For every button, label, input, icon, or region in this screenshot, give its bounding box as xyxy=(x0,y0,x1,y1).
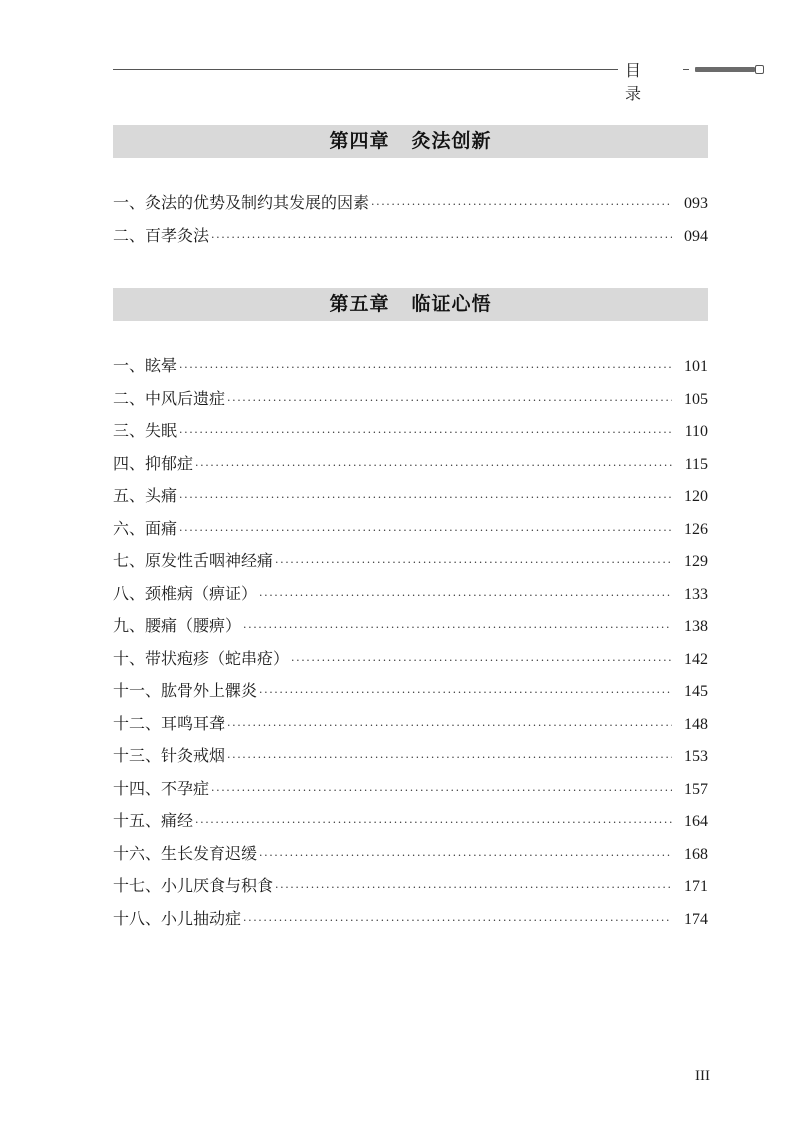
running-header xyxy=(113,56,770,103)
header-dash xyxy=(683,69,689,70)
leader-dots xyxy=(179,491,672,504)
toc-entry[interactable] xyxy=(113,548,708,581)
toc-entry-page: 093 xyxy=(684,195,708,212)
toc-entry-page: 168 xyxy=(684,845,708,863)
page-number: III xyxy=(695,1068,710,1084)
leader-dots xyxy=(259,589,672,602)
toc-entry-label: 十、带状疱疹（蛇串疮） xyxy=(113,648,290,668)
toc-entry[interactable] xyxy=(113,841,708,874)
leader-dots xyxy=(179,524,672,537)
toc-entry-label: 三、失眠 xyxy=(113,421,178,440)
leader-dots xyxy=(227,719,672,732)
toc-entry-label: 十五、痛经 xyxy=(113,811,194,830)
chapter-title: 临证心悟 xyxy=(411,293,492,315)
toc-entry[interactable] xyxy=(113,483,708,516)
chapter-heading-5 xyxy=(113,288,708,321)
leader-dots xyxy=(259,686,672,699)
toc-entry-label: 八、颈椎病（痹证） xyxy=(113,583,258,603)
leader-dots xyxy=(243,621,672,634)
toc-entry[interactable] xyxy=(113,711,708,744)
toc-entry-label: 五、头痛 xyxy=(113,486,178,505)
toc-entry-label: 十一、肱骨外上髁炎 xyxy=(113,681,258,700)
toc-entry-page: 115 xyxy=(684,455,708,473)
toc-entry-label: 一、灸法的优势及制约其发展的因素 xyxy=(113,193,370,212)
toc-entry-label: 九、腰痛（腰痹） xyxy=(113,616,242,635)
toc-entry-page: 138 xyxy=(684,618,708,635)
chapter-number: 第四章 xyxy=(329,130,390,152)
header-rule xyxy=(113,69,618,70)
leader-dots xyxy=(243,914,672,927)
toc-entry-page: 145 xyxy=(684,683,708,700)
toc-entry[interactable] xyxy=(113,223,708,256)
toc-entry-page: 105 xyxy=(684,390,708,408)
toc-entry-page: 133 xyxy=(684,585,708,603)
header-ornament-knob xyxy=(755,65,764,74)
toc-entry[interactable] xyxy=(113,808,708,841)
leader-dots xyxy=(195,459,672,472)
leader-dots xyxy=(291,654,672,667)
toc-entry-page: 101 xyxy=(684,358,708,375)
leader-dots xyxy=(275,881,672,894)
chapter-heading-4 xyxy=(113,125,708,158)
leader-dots xyxy=(179,426,672,439)
toc-entry[interactable] xyxy=(113,776,708,809)
toc-entry[interactable] xyxy=(113,190,708,223)
toc-entry-page: 171 xyxy=(684,878,708,895)
toc-entry-label: 十二、耳鸣耳聋 xyxy=(113,713,226,733)
toc-entry-label: 十三、针灸戒烟 xyxy=(113,746,226,765)
toc-entry-label: 十六、生长发育迟缓 xyxy=(113,843,258,863)
leader-dots xyxy=(227,394,672,407)
toc-entry-label: 七、原发性舌咽神经痛 xyxy=(113,551,274,570)
toc-entry[interactable] xyxy=(113,646,708,679)
toc-entry-page: 148 xyxy=(684,715,708,733)
toc-entry-label: 十七、小儿厌食与积食 xyxy=(113,876,274,895)
toc-entry[interactable] xyxy=(113,613,708,646)
toc-entry[interactable] xyxy=(113,581,708,614)
toc-entry-label: 四、抑郁症 xyxy=(113,453,194,473)
toc-entry-page: 142 xyxy=(684,650,708,668)
toc-entry[interactable] xyxy=(113,678,708,711)
toc-entry-label: 六、面痛 xyxy=(113,518,178,538)
chapter-title: 灸法创新 xyxy=(411,130,492,152)
leader-dots xyxy=(211,784,672,797)
toc-entry-page: 110 xyxy=(684,423,708,440)
leader-dots xyxy=(275,556,672,569)
leader-dots xyxy=(371,198,672,211)
chapter-number: 第五章 xyxy=(329,293,390,315)
leader-dots xyxy=(227,751,672,764)
toc-entry[interactable] xyxy=(113,743,708,776)
toc-entry-label: 二、中风后遗症 xyxy=(113,388,226,408)
toc-entry[interactable] xyxy=(113,418,708,451)
toc-entry-page: 164 xyxy=(684,813,708,830)
header-ornament-bar xyxy=(695,67,755,72)
leader-dots xyxy=(179,361,672,374)
header-title: 目 录 xyxy=(625,61,654,103)
leader-dots xyxy=(259,849,672,862)
toc-entry[interactable] xyxy=(113,451,708,484)
toc-entry-label: 十八、小儿抽动症 xyxy=(113,908,242,928)
toc-entry[interactable] xyxy=(113,516,708,549)
leader-dots xyxy=(211,231,672,244)
toc-entry-page: 129 xyxy=(684,553,708,570)
toc-entry[interactable] xyxy=(113,386,708,419)
toc-entry-label: 十四、不孕症 xyxy=(113,778,210,798)
toc-entry-label: 二、百孝灸法 xyxy=(113,225,210,245)
toc-list-chapter-4 xyxy=(113,190,708,255)
toc-entry-page: 126 xyxy=(684,520,708,538)
leader-dots xyxy=(195,816,672,829)
toc-entry[interactable] xyxy=(113,353,708,386)
toc-entry[interactable] xyxy=(113,906,708,939)
toc-entry-page: 094 xyxy=(684,227,708,245)
toc-entry-page: 174 xyxy=(684,910,708,928)
toc-entry-page: 157 xyxy=(684,780,708,798)
toc-entry-page: 153 xyxy=(684,748,708,765)
toc-list-chapter-5 xyxy=(113,353,708,938)
toc-entry[interactable] xyxy=(113,873,708,906)
toc-entry-label: 一、眩晕 xyxy=(113,356,178,375)
toc-entry-page: 120 xyxy=(684,488,708,505)
